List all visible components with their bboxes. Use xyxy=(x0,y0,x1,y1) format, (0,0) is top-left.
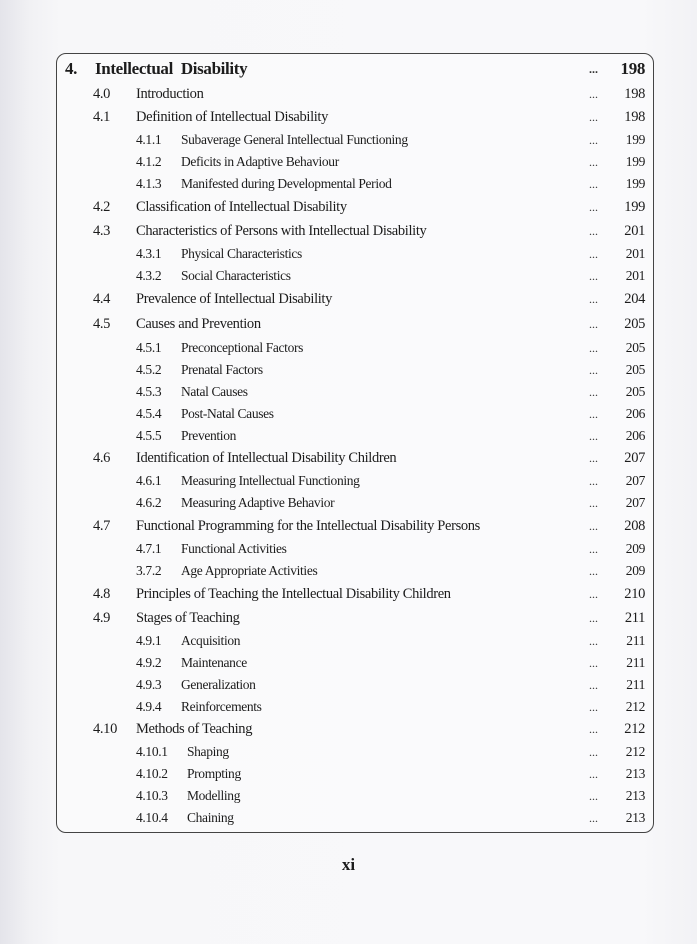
entry-page: 206 xyxy=(625,428,645,443)
entry-page: 201 xyxy=(625,246,645,261)
leader-dots: ... xyxy=(589,564,598,578)
toc-entry xyxy=(57,515,653,537)
leader-dots: ... xyxy=(589,745,598,759)
entry-number: 4.10.1 xyxy=(136,744,168,759)
leader-dots: ... xyxy=(589,634,598,648)
toc-entry xyxy=(57,265,653,287)
toc-entry xyxy=(57,337,653,359)
entry-number: 4.5.1 xyxy=(136,340,162,355)
entry-page: 199 xyxy=(624,199,645,215)
entry-title: Acquisition xyxy=(181,633,241,648)
entry-page: 205 xyxy=(625,340,645,355)
entry-number: 4.3.1 xyxy=(136,246,162,261)
entry-page: 211 xyxy=(626,633,645,648)
toc-entry xyxy=(57,447,653,469)
entry-title: Modelling xyxy=(187,788,241,803)
leader-dots: ... xyxy=(589,496,598,510)
entry-page: 213 xyxy=(625,766,645,781)
entry-page: 212 xyxy=(625,699,645,714)
leader-dots: ... xyxy=(589,429,598,443)
entry-page: 209 xyxy=(625,563,645,578)
entry-page: 213 xyxy=(625,810,645,825)
leader-dots: ... xyxy=(589,700,598,714)
chapter-heading xyxy=(57,58,653,80)
entry-number: 4.10.2 xyxy=(136,766,168,781)
leader-dots: ... xyxy=(589,177,598,191)
toc-entry xyxy=(57,652,653,674)
chapter-page: 198 xyxy=(620,59,645,78)
toc-entry xyxy=(57,674,653,696)
toc-entry xyxy=(57,196,653,218)
entry-title: Identification of Intellectual Disability Children xyxy=(136,450,397,466)
leader-dots: ... xyxy=(589,789,598,803)
entry-title: Prevalence of Intellectual Disability xyxy=(136,291,333,307)
entry-number: 4.9.3 xyxy=(136,677,162,692)
leader-dots: ... xyxy=(589,407,598,421)
entry-page: 211 xyxy=(626,677,645,692)
entry-number: 4.8 xyxy=(93,586,111,602)
toc-entry xyxy=(57,359,653,381)
entry-number: 4.3.2 xyxy=(136,268,162,283)
toc-entry xyxy=(57,425,653,447)
entry-page: 206 xyxy=(625,406,645,421)
entry-title: Principles of Teaching the Intellectual Disability Children xyxy=(136,586,451,602)
leader-dots: ... xyxy=(589,678,598,692)
entry-page: 198 xyxy=(624,86,645,102)
entry-page: 205 xyxy=(625,362,645,377)
toc-entry xyxy=(57,807,653,829)
entry-number: 4.9.4 xyxy=(136,699,162,714)
entry-number: 4.1.1 xyxy=(136,132,162,147)
leader-dots: ... xyxy=(589,611,598,625)
toc-entry xyxy=(57,492,653,514)
toc-entry xyxy=(57,403,653,425)
entry-number: 4.3 xyxy=(93,223,111,239)
leader-dots: ... xyxy=(589,224,598,238)
entry-page: 212 xyxy=(625,744,645,759)
leader-dots: ... xyxy=(589,587,598,601)
entry-page: 210 xyxy=(624,586,645,602)
entry-number: 4.5.5 xyxy=(136,428,162,443)
toc-entry xyxy=(57,607,653,629)
entry-title: Characteristics of Persons with Intellectual Disability xyxy=(136,223,427,239)
leader-dots: ... xyxy=(589,87,598,101)
entry-page: 208 xyxy=(624,518,645,534)
entry-title: Reinforcements xyxy=(181,699,262,714)
entry-title: Prevention xyxy=(181,428,236,443)
toc-entry xyxy=(57,470,653,492)
entry-number: 4.10 xyxy=(93,721,117,737)
toc-entry xyxy=(57,173,653,195)
toc-entry xyxy=(57,243,653,265)
entry-title: Introduction xyxy=(136,86,204,102)
leader-dots: ... xyxy=(589,451,598,465)
entry-number: 4.6.1 xyxy=(136,473,162,488)
entry-number: 4.9.1 xyxy=(136,633,162,648)
entry-page: 198 xyxy=(624,109,645,125)
entry-number: 4.1 xyxy=(93,109,111,125)
toc-entry xyxy=(57,630,653,652)
entry-page: 199 xyxy=(625,132,645,147)
entry-title: Subaverage General Intellectual Functioning xyxy=(181,132,408,147)
leader-dots: ... xyxy=(589,811,598,825)
entry-title: Post-Natal Causes xyxy=(181,406,274,421)
leader-dots: ... xyxy=(589,363,598,377)
table-of-contents xyxy=(56,53,654,833)
leader-dots: ... xyxy=(589,292,598,306)
toc-entry xyxy=(57,313,653,335)
leader-dots: ... xyxy=(589,722,598,736)
leader-dots: ... xyxy=(589,247,598,261)
entry-title: Age Appropriate Activities xyxy=(181,563,318,578)
entry-number: 4.7 xyxy=(93,518,111,534)
toc-entry xyxy=(57,560,653,582)
toc-entry xyxy=(57,763,653,785)
toc-entry xyxy=(57,583,653,605)
toc-entry xyxy=(57,83,653,105)
entry-title: Definition of Intellectual Disability xyxy=(136,109,329,125)
toc-entry xyxy=(57,129,653,151)
entry-title: Methods of Teaching xyxy=(136,721,253,737)
entry-number: 4.6.2 xyxy=(136,495,162,510)
entry-title: Manifested during Developmental Period xyxy=(181,176,392,191)
entry-number: 4.10.3 xyxy=(136,788,168,803)
entry-title: Classification of Intellectual Disability xyxy=(136,199,347,215)
chapter-number: 4. xyxy=(65,59,78,78)
entry-number: 4.1.3 xyxy=(136,176,162,191)
entry-number: 4.5.4 xyxy=(136,406,162,421)
entry-page: 205 xyxy=(625,384,645,399)
entry-number: 4.2 xyxy=(93,199,111,215)
toc-entry xyxy=(57,151,653,173)
entry-number: 4.9 xyxy=(93,610,111,626)
entry-title: Causes and Prevention xyxy=(136,316,261,332)
leader-dots: ... xyxy=(589,656,598,670)
leader-dots: ... xyxy=(589,110,598,124)
toc-entry xyxy=(57,718,653,740)
toc-entry xyxy=(57,696,653,718)
entry-number: 4.5.3 xyxy=(136,384,162,399)
entry-page: 201 xyxy=(625,268,645,283)
leader-dots: ... xyxy=(589,542,598,556)
leader-dots: ... xyxy=(589,62,598,76)
page-number: xi xyxy=(341,855,356,874)
entry-number: 4.5 xyxy=(93,316,111,332)
entry-title: Functional Programming for the Intellectual Disability Persons xyxy=(136,518,480,534)
entry-page: 199 xyxy=(625,154,645,169)
chapter-title: Intellectual Disability xyxy=(95,59,248,78)
toc-entry xyxy=(57,288,653,310)
toc-entry xyxy=(57,538,653,560)
toc-entry xyxy=(57,220,653,242)
entry-title: Shaping xyxy=(187,744,229,759)
leader-dots: ... xyxy=(589,767,598,781)
entry-page: 207 xyxy=(624,450,645,466)
entry-page: 205 xyxy=(624,316,645,332)
toc-entry xyxy=(57,741,653,763)
leader-dots: ... xyxy=(589,133,598,147)
entry-number: 4.0 xyxy=(93,86,111,102)
leader-dots: ... xyxy=(589,341,598,355)
entry-title: Physical Characteristics xyxy=(181,246,302,261)
entry-title: Natal Causes xyxy=(181,384,248,399)
leader-dots: ... xyxy=(589,200,598,214)
entry-title: Prenatal Factors xyxy=(181,362,263,377)
leader-dots: ... xyxy=(589,155,598,169)
entry-page: 211 xyxy=(624,610,645,626)
entry-title: Chaining xyxy=(187,810,234,825)
entry-title: Preconceptional Factors xyxy=(181,340,304,355)
leader-dots: ... xyxy=(589,385,598,399)
entry-title: Functional Activities xyxy=(181,541,287,556)
entry-title: Measuring Adaptive Behavior xyxy=(181,495,335,510)
entry-number: 4.4 xyxy=(93,291,111,307)
entry-page: 211 xyxy=(626,655,645,670)
toc-entry xyxy=(57,785,653,807)
entry-page: 212 xyxy=(624,721,645,737)
entry-number: 4.9.2 xyxy=(136,655,162,670)
entry-number: 4.10.4 xyxy=(136,810,168,825)
toc-entry xyxy=(57,381,653,403)
entry-number: 3.7.2 xyxy=(136,563,162,578)
leader-dots: ... xyxy=(589,519,598,533)
entry-page: 207 xyxy=(625,473,645,488)
entry-number: 4.5.2 xyxy=(136,362,162,377)
entry-page: 209 xyxy=(625,541,645,556)
entry-page: 207 xyxy=(625,495,645,510)
entry-number: 4.7.1 xyxy=(136,541,162,556)
entry-title: Stages of Teaching xyxy=(136,610,240,626)
leader-dots: ... xyxy=(589,474,598,488)
entry-page: 204 xyxy=(624,291,645,307)
entry-number: 4.6 xyxy=(93,450,111,466)
entry-title: Prompting xyxy=(187,766,241,781)
entry-title: Deficits in Adaptive Behaviour xyxy=(181,154,339,169)
entry-title: Measuring Intellectual Functioning xyxy=(181,473,360,488)
leader-dots: ... xyxy=(589,317,598,331)
entry-title: Generalization xyxy=(181,677,256,692)
entry-number: 4.1.2 xyxy=(136,154,162,169)
entry-title: Maintenance xyxy=(181,655,247,670)
entry-page: 199 xyxy=(625,176,645,191)
entry-page: 201 xyxy=(624,223,645,239)
entry-page: 213 xyxy=(625,788,645,803)
entry-title: Social Characteristics xyxy=(181,268,291,283)
leader-dots: ... xyxy=(589,269,598,283)
toc-entry xyxy=(57,106,653,128)
